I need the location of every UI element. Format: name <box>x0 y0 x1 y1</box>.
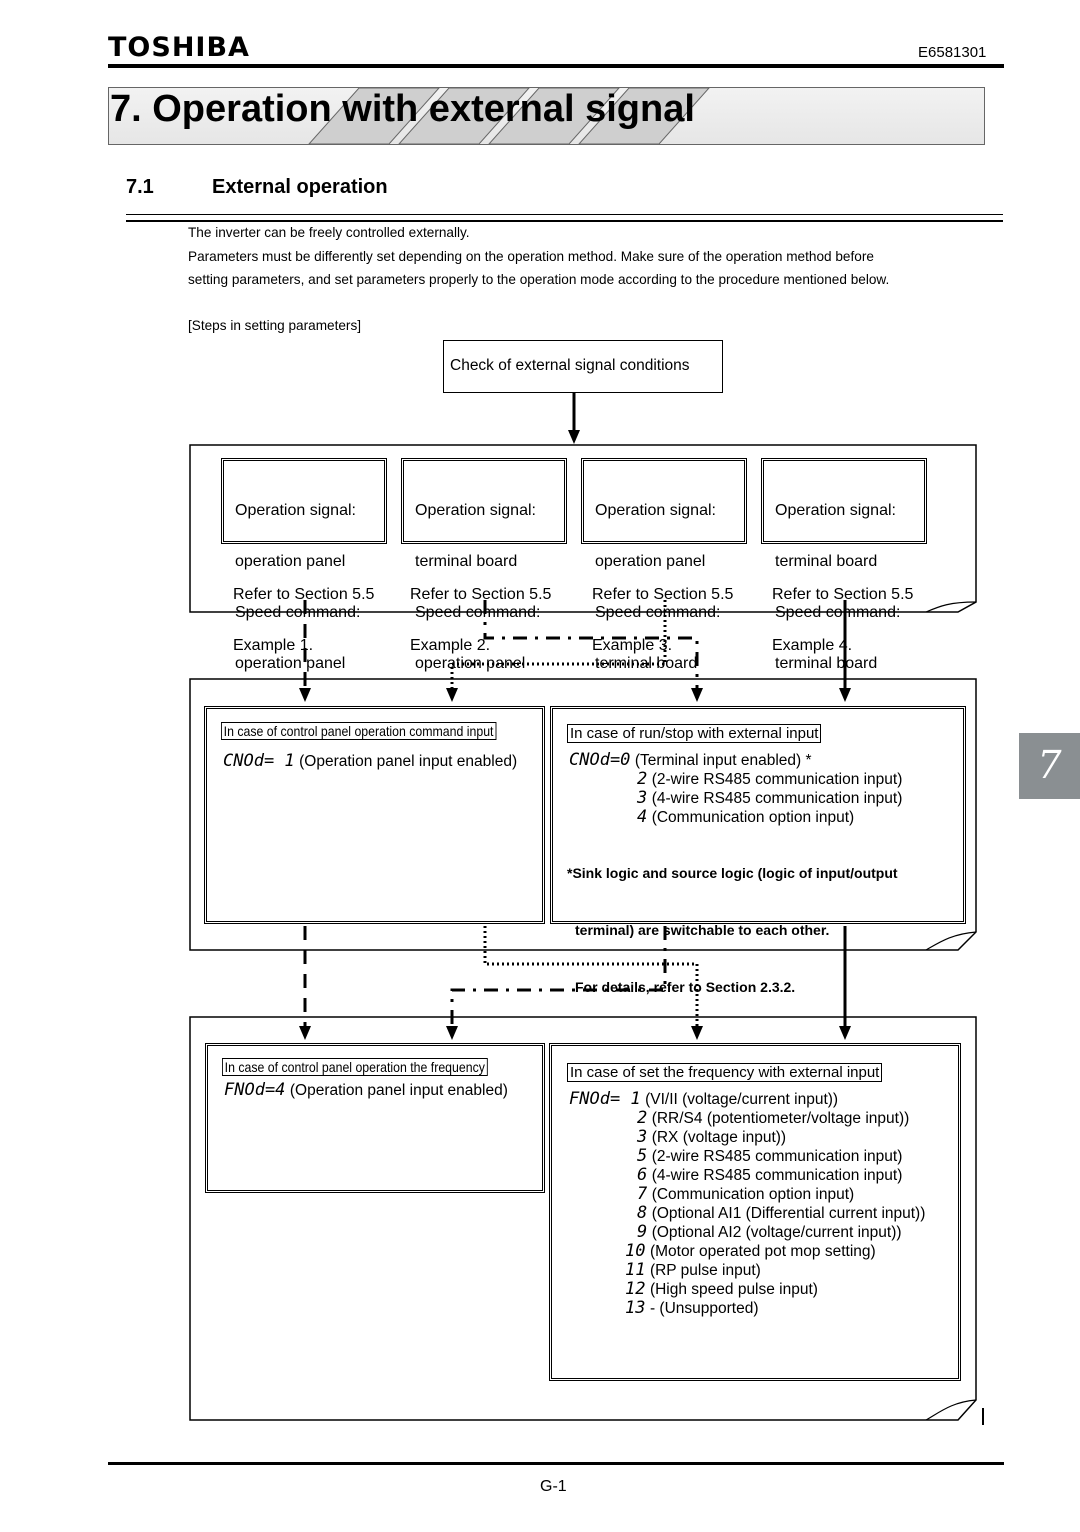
fmod-panel-code: FNOd=4 <box>224 1080 286 1100</box>
fmod-ext-item-2 <box>569 1127 925 1146</box>
fmod-ext-text-0: (VI/II (voltage/current input)) <box>645 1091 839 1108</box>
mode-1-line-1: Operation signal: <box>235 502 356 519</box>
fmod-ext-code-4: 6 <box>637 1165 648 1185</box>
mode-4-line-4: terminal board <box>775 655 878 672</box>
page-number: G-1 <box>540 1478 567 1495</box>
steps-label: [Steps in setting parameters] <box>188 318 362 333</box>
check-signal-box <box>443 340 723 393</box>
fmod-ext-text-4: (4-wire RS485 communication input) <box>651 1167 903 1184</box>
cmod-panel-desc: (Operation panel input enabled) <box>299 753 518 770</box>
fmod-ext-item-5 <box>569 1184 925 1203</box>
fmod-ext-code-8: 10 <box>625 1241 646 1261</box>
fmod-ext-code-10: 12 <box>625 1279 646 1299</box>
fmod-ext-text-3: (2-wire RS485 communication input) <box>651 1148 903 1165</box>
mode-4-ref-section: Refer to Section 5.5 <box>772 586 914 603</box>
mode-4-reference <box>772 552 913 671</box>
cmod-ext-text-0: (Terminal input enabled) * <box>634 752 812 769</box>
fmod-external-list <box>569 1089 925 1317</box>
fmod-ext-code-3: 5 <box>637 1146 648 1166</box>
mode-3-ref-example: Example 3. <box>592 637 673 654</box>
cmod-note-line-2: terminal) are switchable to each other. <box>575 922 830 938</box>
cmod-ext-item-2 <box>569 788 902 807</box>
fmod-ext-item-10 <box>569 1279 925 1298</box>
fmod-ext-text-8: (Motor operated pot mop setting) <box>649 1243 876 1260</box>
cmod-external-list <box>569 750 902 826</box>
section-number: 7.1 <box>126 176 154 198</box>
cmod-panel-code: CNOd= 1 <box>223 751 295 771</box>
fmod-panel-box <box>205 1043 545 1193</box>
fmod-ext-code: FNOd= 1 <box>569 1089 641 1109</box>
mode-3-line-2: operation panel <box>595 553 706 570</box>
cmod-ext-text-3: (Communication option input) <box>651 809 855 826</box>
fmod-ext-code-11: 13 <box>625 1298 646 1318</box>
toshiba-logo: TOSHIBA <box>108 32 250 63</box>
cmod-ext-text-1: (2-wire RS485 communication input) <box>651 771 903 788</box>
fmod-ext-item-8 <box>569 1241 925 1260</box>
fmod-ext-code-6: 8 <box>637 1203 648 1223</box>
mode-2-ref-example: Example 2. <box>410 637 491 654</box>
fmod-ext-code-9: 11 <box>625 1260 646 1280</box>
fmod-ext-text-10: (High speed pulse input) <box>649 1281 818 1298</box>
fmod-ext-text-9: (RP pulse input) <box>649 1262 761 1279</box>
fmod-ext-text-5: (Communication option input) <box>651 1186 855 1203</box>
fmod-ext-item-6 <box>569 1203 925 1222</box>
cmod-ext-text-2: (4-wire RS485 communication input) <box>651 790 903 807</box>
mode-1-ref-section: Refer to Section 5.5 <box>233 586 375 603</box>
mode-1-line-2: operation panel <box>235 553 346 570</box>
cmod-panel-box <box>204 706 545 924</box>
cmod-ext-code-1: 2 <box>637 769 648 789</box>
fmod-ext-item-3 <box>569 1146 925 1165</box>
mode-2-line-1: Operation signal: <box>415 502 536 519</box>
mode-2-ref-section: Refer to Section 5.5 <box>410 586 552 603</box>
fmod-ext-code-1: 2 <box>637 1108 648 1128</box>
fmod-ext-code-7: 9 <box>637 1222 648 1242</box>
chapter-tab[interactable]: 7 <box>1019 733 1080 799</box>
intro-paragraph-2b: setting parameters, and set parameters properly to the operation mode according to the procedure mentioned below. <box>188 272 890 287</box>
cmod-ext-item-1 <box>569 769 902 788</box>
fmod-ext-code-5: 7 <box>637 1184 648 1204</box>
cmod-note-line-1: *Sink logic and source logic (logic of input/output <box>567 865 898 881</box>
mode-3-line-4: terminal board <box>595 655 698 672</box>
fmod-panel-desc: (Operation panel input enabled) <box>289 1082 508 1099</box>
fmod-ext-code-2: 3 <box>637 1127 648 1147</box>
cmod-external-label: In case of run/stop with external input <box>567 724 821 743</box>
mode-3-reference <box>592 552 733 671</box>
fmod-external-box <box>549 1043 961 1381</box>
mode-3-line-3: Speed command: <box>595 604 721 621</box>
fmod-panel-setting <box>224 1080 508 1100</box>
fmod-ext-item-7 <box>569 1222 925 1241</box>
mode-3-ref-section: Refer to Section 5.5 <box>592 586 734 603</box>
fmod-ext-text-6: (Optional AI1 (Differential current input)) <box>651 1205 926 1222</box>
cmod-ext-code-2: 3 <box>637 788 648 808</box>
mode-4-ref-example: Example 4. <box>772 637 853 654</box>
mode-4-line-3: Speed command: <box>775 604 901 621</box>
cmod-ext-item-3 <box>569 807 902 826</box>
mode-1-ref-example: Example 1. <box>233 637 314 654</box>
fmod-ext-text-1: (RR/S4 (potentiometer/voltage input)) <box>651 1110 910 1127</box>
fmod-ext-item-4 <box>569 1165 925 1184</box>
cmod-ext-code-3: 4 <box>637 807 648 827</box>
fmod-ext-item-9 <box>569 1260 925 1279</box>
fmod-ext-item-11 <box>569 1298 925 1317</box>
mode-4-line-2: terminal board <box>775 553 878 570</box>
fmod-ext-item-1 <box>569 1108 925 1127</box>
chapter-title: 7. Operation with external signal <box>110 88 695 130</box>
cmod-note-line-3: For details, refer to Section 2.3.2. <box>575 979 796 995</box>
mode-2-line-2: terminal board <box>415 553 518 570</box>
document-id: E6581301 <box>918 44 987 61</box>
section-title: External operation <box>212 176 388 198</box>
mode-1-line-4: operation panel <box>235 655 346 672</box>
cmod-external-box <box>550 706 966 995</box>
fmod-ext-text-7: (Optional AI2 (voltage/current input)) <box>651 1224 902 1241</box>
mode-2-line-3: Speed command: <box>415 604 541 621</box>
intro-paragraph-1: The inverter can be freely controlled externally. <box>188 225 470 240</box>
mode-2-reference <box>410 552 551 671</box>
cmod-ext-code: CNOd=0 <box>569 750 631 770</box>
fmod-ext-text-2: (RX (voltage input)) <box>651 1129 787 1146</box>
check-signal-text: Check of external signal conditions <box>450 357 690 374</box>
cmod-ext-item-0 <box>569 750 902 769</box>
mode-4-line-1: Operation signal: <box>775 502 896 519</box>
mode-1-reference <box>233 552 374 671</box>
cmod-note <box>567 826 898 1035</box>
mode-3-line-1: Operation signal: <box>595 502 716 519</box>
cmod-panel-setting <box>223 751 517 771</box>
fmod-ext-item-0 <box>569 1089 925 1108</box>
fmod-panel-label: In case of control panel operation the frequency <box>222 1058 488 1076</box>
mode-1-line-3: Speed command: <box>235 604 361 621</box>
footer-rule <box>108 1462 1004 1465</box>
intro-paragraph-2a: Parameters must be differently set depending on the operation method. Make sure of the operation method before <box>188 249 874 264</box>
fmod-external-label: In case of set the frequency with external input <box>567 1063 882 1082</box>
mode-2-line-4: operation panel <box>415 655 526 672</box>
cmod-panel-label: In case of control panel operation command input <box>221 722 496 740</box>
fmod-ext-text-11: - (Unsupported) <box>649 1300 759 1317</box>
